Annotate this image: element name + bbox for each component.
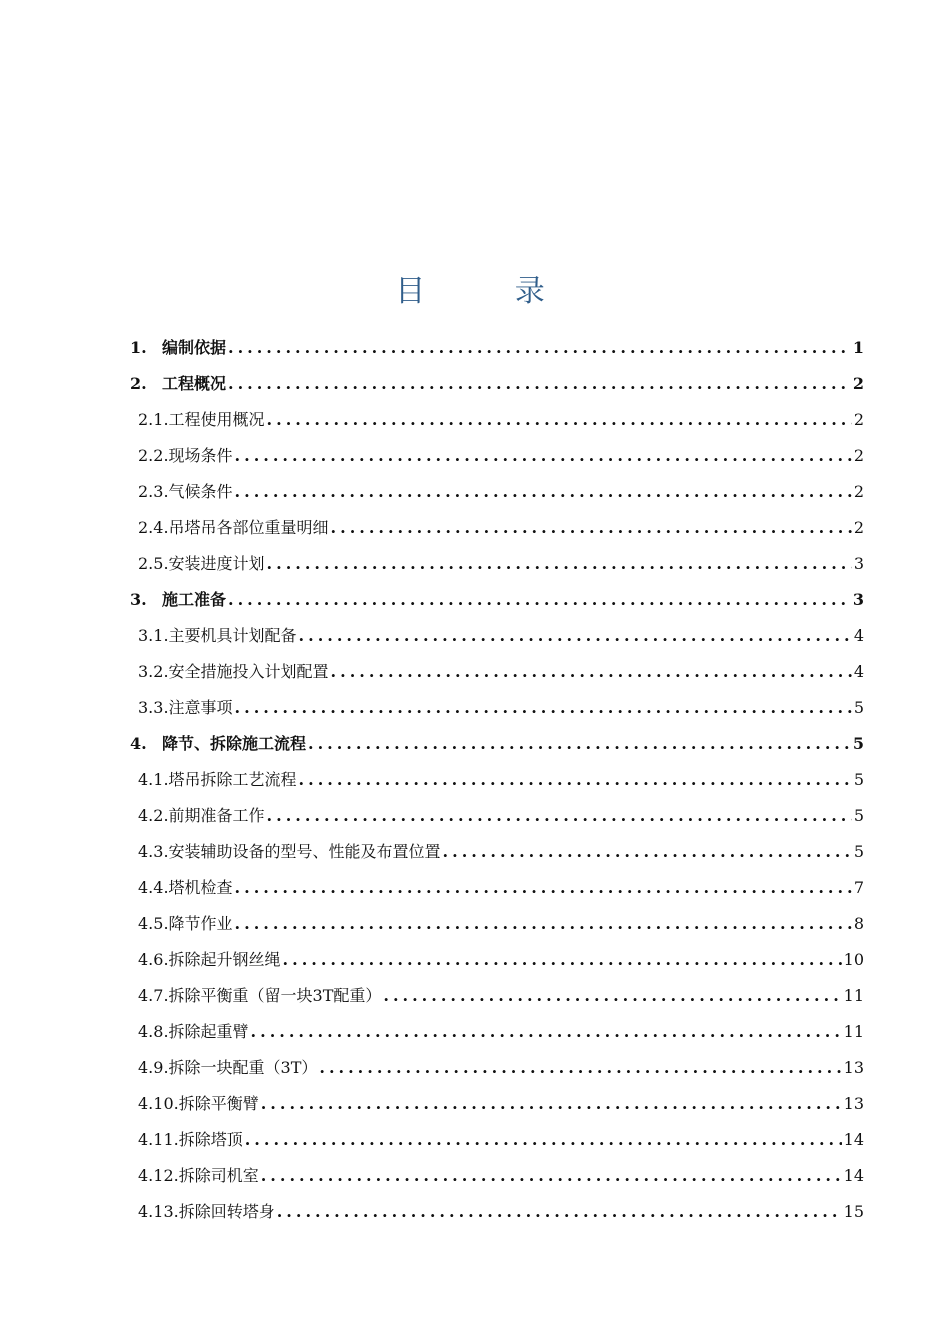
toc-entry-title: 编制依据 <box>162 338 227 357</box>
toc-leader-dots <box>261 1086 842 1122</box>
toc-entry-title: 主要机具计划配备 <box>168 626 297 645</box>
toc-leader-dots <box>277 1194 842 1230</box>
toc-entry-title: 注意事项 <box>168 698 233 717</box>
toc-entry-page: 11 <box>843 1022 864 1041</box>
toc-leader-dots <box>267 546 852 582</box>
toc-leader-dots <box>228 366 851 402</box>
toc-leader-dots <box>383 978 841 1014</box>
toc-entry-page: 14 <box>843 1130 864 1149</box>
toc-leader-dots <box>261 1158 842 1194</box>
toc-entry-number: 3. <box>130 590 147 609</box>
toc-entry-page: 14 <box>843 1166 864 1185</box>
toc-leader-dots <box>308 726 851 762</box>
toc-entry-number: 2.1. <box>138 410 169 429</box>
toc-entry-number: 4.11. <box>138 1130 179 1149</box>
toc-entry-title: 吊塔吊各部位重量明细 <box>168 518 329 537</box>
toc-list <box>130 330 864 1230</box>
toc-entry-title: 拆除平衡臂 <box>178 1094 259 1113</box>
toc-entry-title: 前期准备工作 <box>168 806 265 825</box>
toc-entry-title: 安装辅助设备的型号、性能及布置位置 <box>168 842 441 861</box>
toc-entry-number: 4.8. <box>138 1022 169 1041</box>
toc-entry-page: 8 <box>853 914 864 933</box>
toc-entry[interactable] <box>130 870 864 906</box>
toc-entry-page: 7 <box>853 878 864 897</box>
toc-leader-dots <box>267 798 852 834</box>
toc-entry[interactable] <box>130 798 864 834</box>
toc-entry-number: 3.2. <box>138 662 169 681</box>
toc-entry-page: 11 <box>843 986 864 1005</box>
toc-entry-number: 4.1. <box>138 770 169 789</box>
toc-entry[interactable] <box>130 330 864 366</box>
toc-leader-dots <box>228 582 851 618</box>
toc-leader-dots <box>251 1014 842 1050</box>
toc-entry-number: 4.7. <box>138 986 169 1005</box>
toc-entry-page: 5 <box>853 806 864 825</box>
toc-entry[interactable] <box>130 762 864 798</box>
toc-entry[interactable] <box>130 474 864 510</box>
toc-entry-page: 1 <box>852 338 864 357</box>
toc-entry-number: 4.5. <box>138 914 169 933</box>
toc-entry-title: 施工准备 <box>162 590 227 609</box>
toc-leader-dots <box>235 474 852 510</box>
toc-entry-number: 4.9. <box>138 1058 169 1077</box>
toc-entry-page: 2 <box>853 518 864 537</box>
toc-entry[interactable] <box>130 906 864 942</box>
toc-entry-number: 4.4. <box>138 878 169 897</box>
toc-entry[interactable] <box>130 978 864 1014</box>
toc-entry-number: 2. <box>130 374 147 393</box>
toc-entry-title: 拆除司机室 <box>178 1166 259 1185</box>
toc-entry-page: 4 <box>853 662 864 681</box>
toc-entry-number: 2.4. <box>138 518 169 537</box>
toc-title: 目 录 <box>395 274 585 309</box>
toc-entry[interactable] <box>130 402 864 438</box>
toc-entry-title: 拆除一块配重（3T） <box>168 1058 318 1077</box>
toc-leader-dots <box>235 906 852 942</box>
toc-entry-title: 拆除回转塔身 <box>178 1202 275 1221</box>
toc-entry-title: 拆除起重臂 <box>168 1022 249 1041</box>
toc-leader-dots <box>299 762 852 798</box>
toc-entry-title: 拆除起升钢丝绳 <box>168 950 281 969</box>
toc-entry[interactable] <box>130 1194 864 1230</box>
toc-entry-title: 降节、拆除施工流程 <box>162 734 307 753</box>
toc-entry[interactable] <box>130 582 864 618</box>
toc-leader-dots <box>283 942 842 978</box>
toc-entry-number: 4.3. <box>138 842 169 861</box>
toc-entry-title: 塔吊拆除工艺流程 <box>168 770 297 789</box>
toc-leader-dots <box>235 870 852 906</box>
toc-entry-number: 4. <box>130 734 147 753</box>
toc-leader-dots <box>235 438 852 474</box>
toc-entry[interactable] <box>130 654 864 690</box>
toc-entry-number: 4.2. <box>138 806 169 825</box>
toc-leader-dots <box>235 690 852 726</box>
toc-entry[interactable] <box>130 510 864 546</box>
toc-entry-number: 2.3. <box>138 482 169 501</box>
toc-entry-title: 安装进度计划 <box>168 554 265 573</box>
toc-entry-page: 5 <box>852 734 864 753</box>
toc-leader-dots <box>331 654 852 690</box>
toc-entry-number: 4.6. <box>138 950 169 969</box>
toc-entry[interactable] <box>130 690 864 726</box>
toc-entry-title: 降节作业 <box>168 914 233 933</box>
toc-entry[interactable] <box>130 366 864 402</box>
toc-entry[interactable] <box>130 834 864 870</box>
toc-entry-page: 2 <box>852 374 864 393</box>
toc-entry-number: 2.5. <box>138 554 169 573</box>
toc-entry-title: 工程概况 <box>162 374 227 393</box>
toc-entry[interactable] <box>130 1158 864 1194</box>
toc-entry-title: 拆除平衡重（留一块3T配重） <box>168 986 382 1005</box>
toc-entry[interactable] <box>130 546 864 582</box>
toc-entry-number: 3.1. <box>138 626 169 645</box>
toc-leader-dots <box>267 402 852 438</box>
toc-entry-number: 4.13. <box>138 1202 179 1221</box>
toc-entry-page: 5 <box>853 842 864 861</box>
toc-entry[interactable] <box>130 1122 864 1158</box>
toc-entry-page: 10 <box>843 950 864 969</box>
toc-leader-dots <box>245 1122 842 1158</box>
toc-entry-title: 现场条件 <box>168 446 233 465</box>
toc-leader-dots <box>299 618 852 654</box>
toc-entry-page: 2 <box>853 410 864 429</box>
toc-entry-page: 3 <box>853 554 864 573</box>
toc-entry-number: 3.3. <box>138 698 169 717</box>
toc-leader-dots <box>228 330 851 366</box>
toc-entry-title: 工程使用概况 <box>168 410 265 429</box>
toc-entry[interactable] <box>130 438 864 474</box>
toc-entry[interactable] <box>130 618 864 654</box>
toc-entry-page: 15 <box>843 1202 864 1221</box>
toc-entry-title: 拆除塔顶 <box>178 1130 243 1149</box>
toc-entry-title: 气候条件 <box>168 482 233 501</box>
toc-entry-number: 4.10. <box>138 1094 179 1113</box>
toc-entry-page: 13 <box>843 1094 864 1113</box>
toc-entry-number: 1. <box>130 338 147 357</box>
toc-entry[interactable] <box>130 1014 864 1050</box>
toc-entry[interactable] <box>130 726 864 762</box>
toc-entry-title: 塔机检查 <box>168 878 233 897</box>
toc-leader-dots <box>443 834 852 870</box>
toc-entry-page: 2 <box>853 482 864 501</box>
toc-entry-page: 5 <box>853 770 864 789</box>
toc-entry-number: 2.2. <box>138 446 169 465</box>
toc-entry-page: 5 <box>853 698 864 717</box>
toc-entry[interactable] <box>130 1050 864 1086</box>
toc-entry[interactable] <box>130 942 864 978</box>
toc-entry-number: 4.12. <box>138 1166 179 1185</box>
toc-entry-title: 安全措施投入计划配置 <box>168 662 329 681</box>
toc-entry-page: 3 <box>852 590 864 609</box>
toc-entry-page: 2 <box>853 446 864 465</box>
toc-entry-page: 13 <box>843 1058 864 1077</box>
toc-leader-dots <box>319 1050 841 1086</box>
toc-entry-page: 4 <box>853 626 864 645</box>
toc-entry[interactable] <box>130 1086 864 1122</box>
toc-leader-dots <box>331 510 852 546</box>
